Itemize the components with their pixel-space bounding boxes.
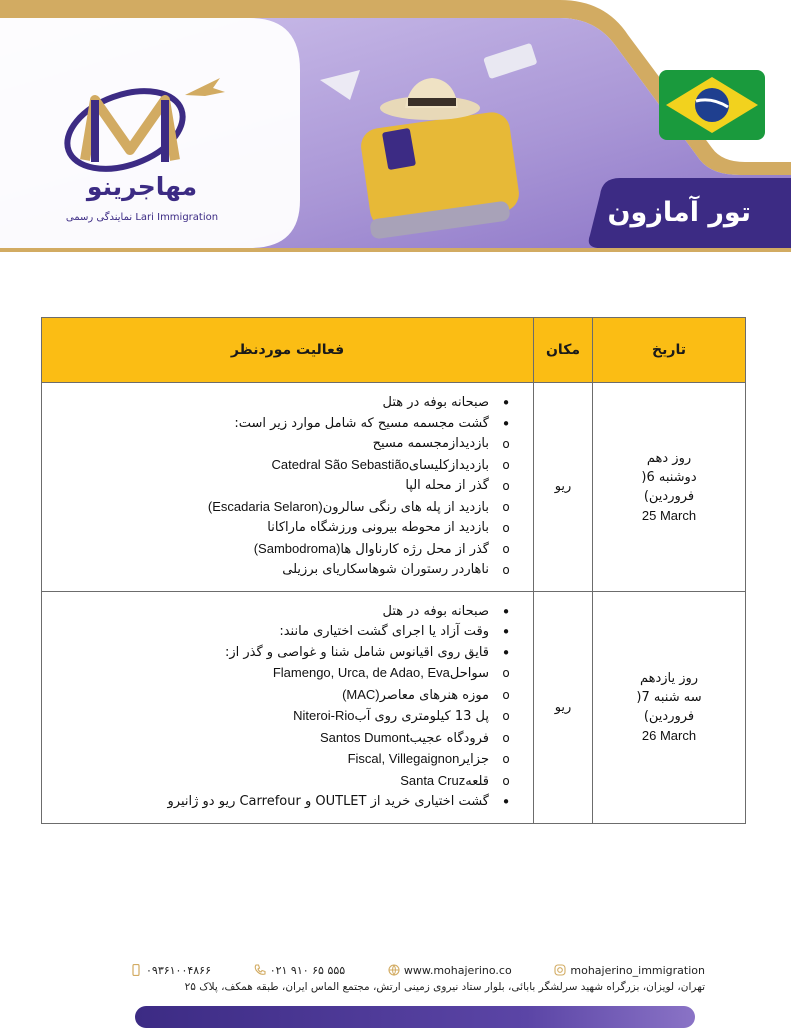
circle-bullet-icon: o <box>502 666 510 680</box>
logo-wordmark: مهاجرینو <box>86 172 198 201</box>
activity-item <box>52 434 513 455</box>
header-activity: فعالیت موردنظر <box>42 318 534 383</box>
page-header <box>0 0 791 270</box>
brazil-flag-icon <box>659 70 765 140</box>
date-cell <box>593 383 746 592</box>
activity-cell <box>42 383 534 592</box>
activity-text: سواحل <box>449 666 489 681</box>
activity-item <box>52 749 513 771</box>
circle-bullet-icon: o <box>502 437 510 451</box>
date-line: روز دهم <box>646 450 692 466</box>
activity-text: بازدیدازمجسمه مسیح <box>372 436 489 451</box>
bullet-icon: • <box>501 643 511 662</box>
activity-text: بازدیدازکلیسای <box>408 457 489 473</box>
date-line: روز یازدهم <box>639 671 699 686</box>
footer-bar <box>135 1006 695 1028</box>
bullet-icon: • <box>501 623 511 641</box>
activity-english-name: (MAC) <box>342 686 380 702</box>
activity-item <box>52 560 513 581</box>
activity-text: گشت مجسمه مسیح که شامل موارد زیر است: <box>234 415 489 431</box>
circle-bullet-icon: o <box>502 730 510 745</box>
activity-english-name: Flamengo, Urca, de Adao, Eva <box>272 665 450 680</box>
activity-item <box>52 455 513 477</box>
footer-address: تهران، لویزان، بزرگراه شهید سرلشگر بابائی، بلوار ستاد نیروی زمینی ارتش، مجتمع الماس ایران، طبقه همکف، پلاک ۲۵ <box>184 981 705 993</box>
activity-text: گذر از محله الپا <box>405 478 489 493</box>
suitcase-illustration <box>320 40 540 250</box>
activity-text: بازدید از پله های رنگی سالرون <box>322 499 489 515</box>
date-line: سه شنبه 7( <box>636 690 702 705</box>
activity-cell <box>42 591 534 823</box>
bullet-icon: • <box>501 602 511 621</box>
activity-text: بازدید از محوطه بیرونی ورزشگاه ماراکانا <box>267 520 489 535</box>
activity-item <box>52 539 513 561</box>
circle-bullet-icon: o <box>502 687 510 702</box>
table-row <box>42 383 746 592</box>
bullet-icon: • <box>501 394 511 412</box>
activity-item <box>52 414 513 435</box>
place-cell: ریو <box>534 591 593 823</box>
instagram-icon <box>554 964 566 976</box>
activity-item <box>52 706 513 728</box>
activity-english-name: (Sambodroma) <box>253 540 341 556</box>
date-line: فروردین) <box>643 709 695 724</box>
activity-list <box>52 393 513 581</box>
date-line: 26 March <box>641 728 697 743</box>
activity-text: ناهاردر رستوران شوهاسکاریای برزیلی <box>282 562 489 577</box>
activity-item <box>52 685 513 707</box>
circle-bullet-icon: o <box>502 563 510 577</box>
footer-contacts <box>130 962 705 978</box>
table-row <box>42 591 746 823</box>
activity-item <box>52 622 513 643</box>
circle-bullet-icon: o <box>502 521 510 535</box>
footer-website-text: www.mohajerino.co <box>403 963 512 977</box>
activity-item <box>52 771 513 793</box>
bullet-icon: • <box>501 793 511 811</box>
circle-bullet-icon: o <box>502 773 510 788</box>
activity-english-name: Catedral São Sebastião <box>271 456 409 472</box>
activity-list <box>52 602 513 813</box>
circle-bullet-icon: o <box>502 479 510 493</box>
header-place: مکان <box>534 318 593 383</box>
table-header-row <box>42 318 746 383</box>
activity-text: وقت آزاد یا اجرای گشت اختیاری مانند: <box>279 624 489 639</box>
footer-website[interactable] <box>388 964 512 977</box>
activity-text: جزایر <box>459 752 489 767</box>
mobile-icon <box>130 964 142 976</box>
activity-text: صبحانه بوفه در هتل <box>382 395 489 410</box>
globe-icon <box>388 964 400 976</box>
activity-text: صبحانه بوفه در هتل <box>382 603 489 619</box>
activity-item <box>52 792 513 813</box>
footer-instagram[interactable] <box>554 964 705 977</box>
activity-text: گذر از محل رژه کارناوال ها <box>340 541 489 557</box>
activity-item <box>52 643 513 664</box>
activity-item <box>52 393 513 414</box>
bullet-icon: • <box>501 414 511 433</box>
date-line: 25 March <box>641 507 697 523</box>
activity-item <box>52 602 513 623</box>
activity-text: فرودگاه عجیب <box>409 730 489 746</box>
itinerary-table <box>41 317 746 824</box>
circle-bullet-icon: o <box>502 752 510 766</box>
activity-english-name: Niteroi-Rio <box>293 708 355 723</box>
place-cell: ریو <box>534 383 593 592</box>
activity-text: گشت اختیاری خرید از OUTLET و Carrefour ریو دو ژانیرو <box>167 794 489 809</box>
date-line: فروردین) <box>643 488 695 504</box>
activity-item <box>52 663 513 685</box>
tour-title: تور آمازون <box>607 197 751 228</box>
circle-bullet-icon: o <box>502 457 510 472</box>
activity-item <box>52 497 513 519</box>
footer-mobile-text: ۰۹۳۶۱۰۰۴۸۶۶ <box>146 963 211 977</box>
activity-english-name: Santa Cruz <box>400 772 466 788</box>
header-date: تاریخ <box>593 318 746 383</box>
activity-english-name: Fiscal, Villegaignon <box>347 751 460 766</box>
footer-phone[interactable] <box>254 964 345 977</box>
activity-text: قلعه <box>465 773 489 789</box>
circle-bullet-icon: o <box>502 499 510 514</box>
activity-item <box>52 476 513 497</box>
activity-english-name: Santos Dumont <box>320 729 410 745</box>
logo-subtitle: نمایندگی رسمی Lari Immigration <box>65 212 219 223</box>
footer-mobile[interactable] <box>130 964 211 977</box>
activity-item <box>52 518 513 539</box>
circle-bullet-icon: o <box>502 541 510 556</box>
activity-text: پل 13 کیلومتری روی آب <box>354 709 489 724</box>
date-line: دوشنبه 6( <box>641 469 697 485</box>
phone-icon <box>254 964 266 976</box>
activity-text: قایق روی اقیانوس شامل شنا و غواصی و گذر از: <box>224 644 489 660</box>
activity-item <box>52 728 513 750</box>
activity-text: موزه هنرهای معاصر <box>379 687 489 703</box>
date-cell <box>593 591 746 823</box>
circle-bullet-icon: o <box>502 709 510 723</box>
footer-instagram-text: mohajerino_immigration <box>570 963 705 977</box>
footer-phone-text: ۰۲۱ ۹۱۰ ۶۵ ۵۵۵ <box>269 963 346 977</box>
activity-english-name: (Escadaria Selaron) <box>207 498 323 514</box>
